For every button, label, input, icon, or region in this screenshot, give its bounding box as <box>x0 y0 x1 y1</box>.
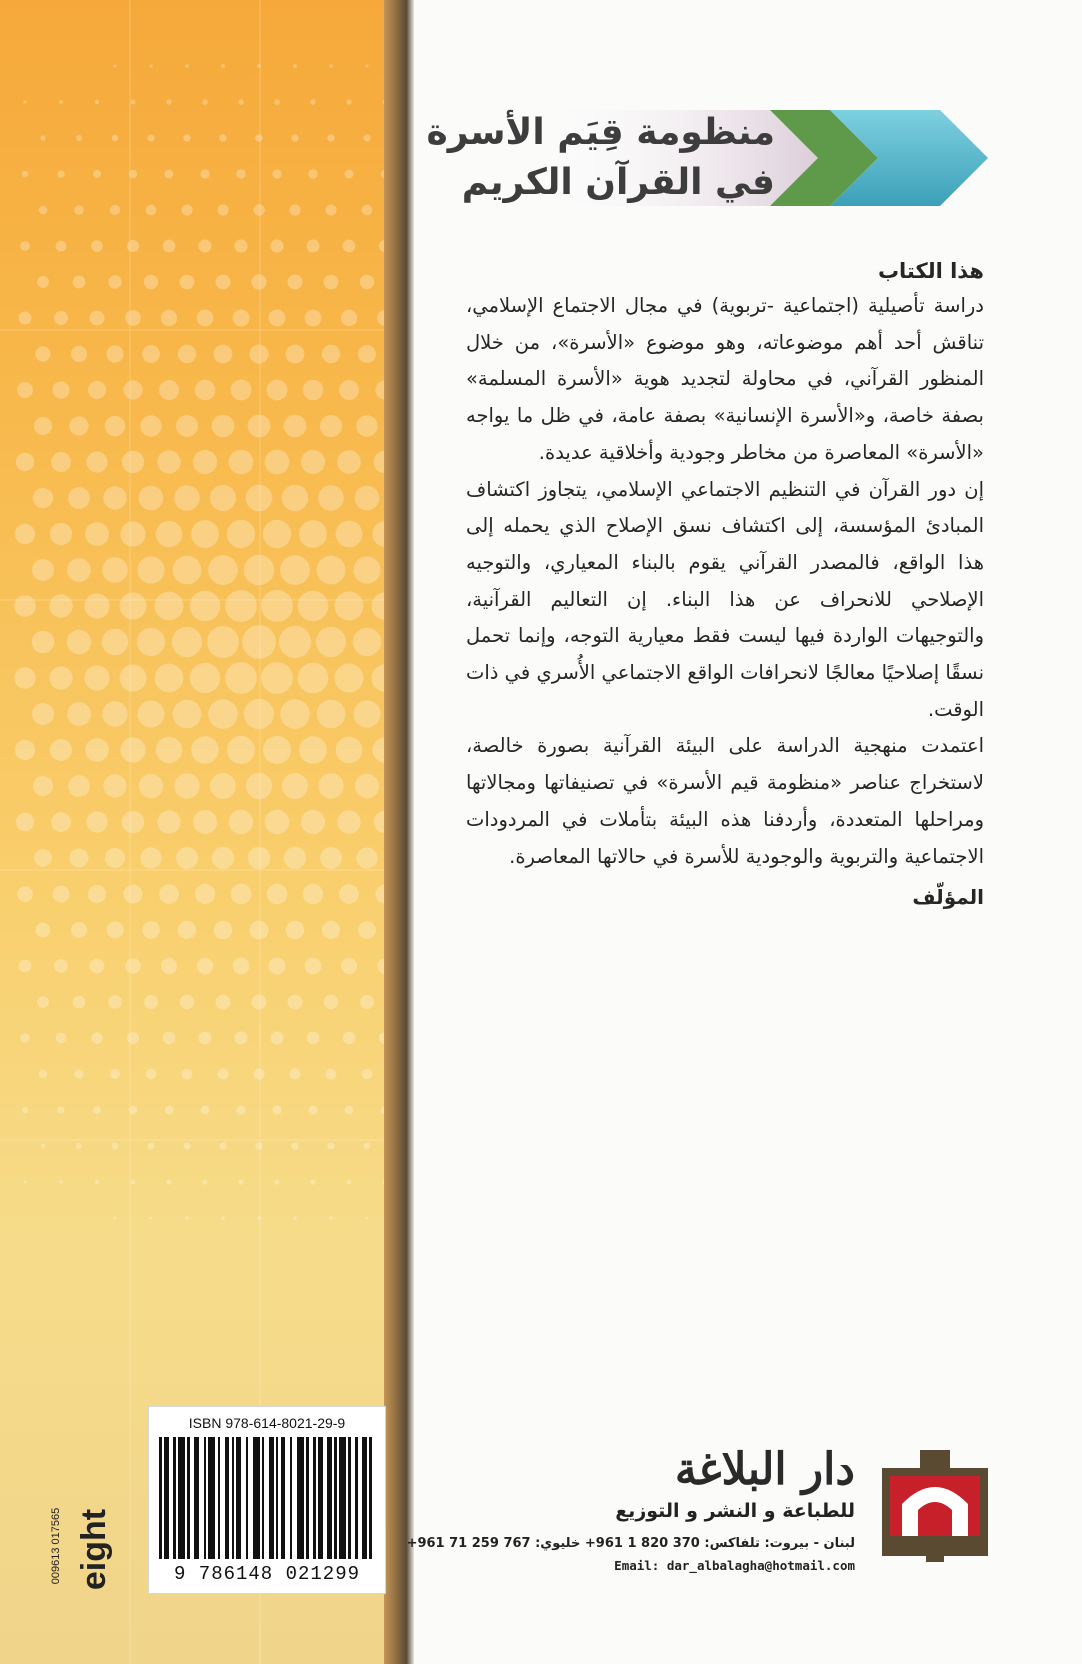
eight-logo-text: eight <box>75 1508 114 1591</box>
blurb-paragraph-1: دراسة تأصيلية (اجتماعية -تربوية) في مجال الاجتماع الإسلامي، تناقش أحد أهم موضوعاته، وهو موضوع «الأسرة»، من خلال المنظور القرآني، في محاولة لتجديد هوية «الأسرة المسلمة» بصفة خاصة، و«الأسرة الإنسانية» بصفة عامة، في ظل ما يواجه «الأسرة» المعاصرة من مخاطر وجودية وأخلاقية عديدة. <box>466 294 984 464</box>
eight-product-code <box>50 1500 80 1600</box>
barcode-bars <box>159 1437 375 1563</box>
book-title <box>426 108 775 208</box>
blurb-paragraph-3: اعتمدت منهجية الدراسة على البيئة القرآنية بصورة خالصة، لاستخراج عناصر «منظومة قيم الأسرة» في تصنيفاتها ومجالاتها ومراحلها المتعددة، وأردفنا هذه البيئة بتأملات في المردودات الاجتماعية والتربوية والوجودية للأسرة في حالاتها المعاصرة. <box>466 734 984 868</box>
publisher-contact: لبنان - بيروت: تلفاكس: 370 820 1 961+ خليوي: 767 259 71 961+ <box>406 1536 855 1551</box>
spine-edge <box>384 0 414 1664</box>
eight-code-text: 009613 017565 <box>50 1507 63 1585</box>
publisher-block <box>406 1444 990 1584</box>
blurb-author: المؤلّف <box>912 885 984 910</box>
book-title-line2: في القرآن الكريم <box>461 162 775 203</box>
book-blurb <box>466 254 984 916</box>
publisher-subtitle: للطباعة و النشر و التوزيع <box>615 1500 855 1522</box>
publisher-logo-icon <box>880 1450 990 1562</box>
book-title-block <box>426 108 990 218</box>
publisher-name: دار البلاغة <box>674 1444 855 1495</box>
blurb-heading: هذا الكتاب <box>877 259 984 283</box>
blurb-paragraph-2: إن دور القرآن في التنظيم الاجتماعي الإسلامي، يتجاوز اكتشاف المبادئ المؤسسة، إلى اكتشاف نسق الإصلاح الذي يحمله إلى هذا الواقع، فالمصدر القرآني يقوم بالبناء المعياري، والتوجيه الإصلاحي للانحراف عن هذا البناء. إن التعاليم القرآنية، والتوجيهات الواردة فيها ليست فقط معيارية التوجه، وإنما تحمل نسقًا إصلاحيًا معالجًا لانحرافات الواقع الاجتماعي الأُسري في ذات الوقت. <box>466 477 984 721</box>
publisher-email: Email: dar_albalagha@hotmail.com <box>614 1558 855 1573</box>
book-title-line1: منظومة قِيَم الأسرة <box>426 112 775 153</box>
isbn-number: ISBN 978-614-8021-29-9 <box>188 1415 346 1431</box>
eight-logo <box>72 1508 132 1591</box>
isbn-barcode <box>148 1406 386 1594</box>
barcode-digits: 9 786148 021299 <box>173 1563 361 1585</box>
